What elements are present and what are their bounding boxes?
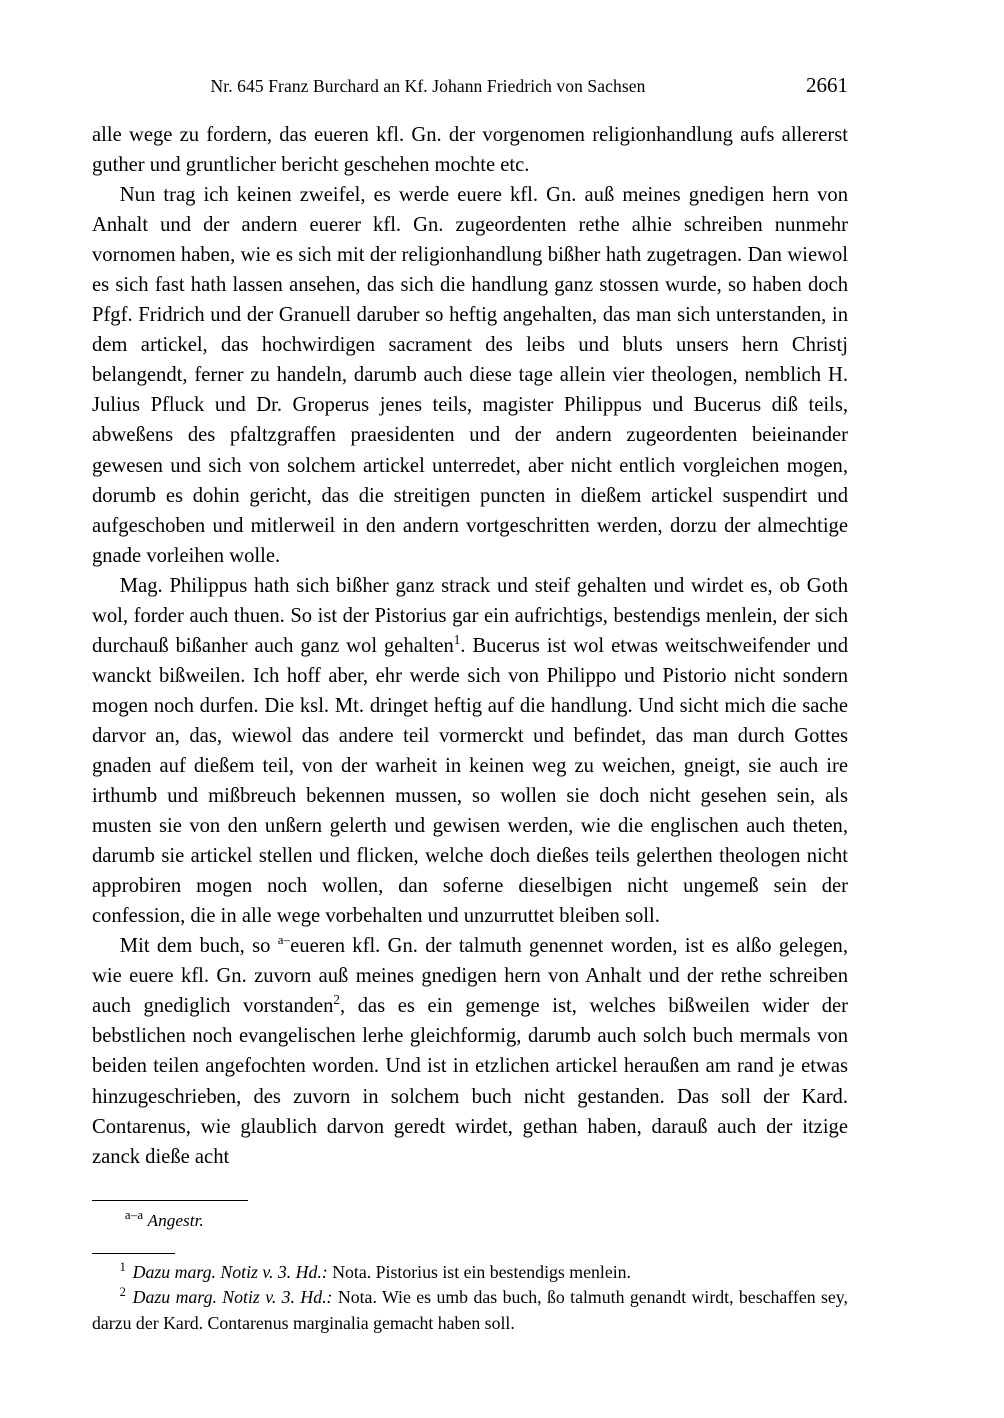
body-text <box>92 120 848 1172</box>
body-paragraph: Mit dem buch, so $^{a-}$eueren kfl. Gn. der talmuth genennet worden, ist es alßo gelegen, wie euere kfl. Gn. zuvorn auß meines gnedigen hern von Anhalt und der rethe schreiben auch gnediglich vorstanden$^2$, das es ein gemenge ist, welches bißweilen wider der bebstlichen noch evangelischen lerhe gleichformig, darumb auch solch buch mermals von beiden teilen angefochten worden. Und ist in etzlichen artickel heraußen am rand je etwas hinzugeschrieben, des zuvorn in solchem buch nicht gestanden. Das soll der Kard. Contarenus, wie glaublich darvon geredt wirdet, gethan haben, darauß auch der itzige zanck dieße acht <box>92 933 849 1168</box>
footnote-text: Nota. Pistorius ist ein bestendigs menlein. <box>327 1261 631 1282</box>
footnote-reference[interactable]: 2 <box>333 992 340 1008</box>
notes-list <box>92 1260 848 1337</box>
footnote-source: Dazu marg. Notiz v. 3. Hd.: <box>132 1261 328 1282</box>
body-paragraph: Nun trag ich keinen zweifel, es werde euere kfl. Gn. auß meines gnedigen hern von Anhalt und der andern euerer kfl. Gn. zugeordenten rethe alhie schreiben nunmehr vornomen haben, wie es sich mit der religionhandlung bißher hath zugetragen. Dan wiewol es sich fast hath lassen ansehen, das sich die handlung ganz stossen wurde, so haben doch Pfgf. Fridrich und der Granuell daruber so heftig angehalten, das man sich unterstanden, in dem artickel, das hochwirdigen sacrament des leibs und bluts unsers hern Christj belangendt, ferner zu handeln, darumb auch diese tage allein vier theologen, nemblich H. Julius Pfluck und Dr. Groperus jenes teils, magister Philippus und Bucerus diß teils, abweßens des pfaltzgraffen praesidenten und der andern zugeordenten beieinander gewesen und sich von solchem artickel unterredet, aber nicht entlich vorgleichen mogen, dorumb es dohin gericht, das die streitigen puncten in dießem artickel suspendirt und aufgeschoben und mitlerweil in den andern vortgeschritten werden, dorzu der almechtige gnade vorleihen wolle. <box>92 184 848 567</box>
variant-sigla: a–a <box>124 1207 144 1222</box>
body-paragraph: Mag. Philippus hath sich bißher ganz strack und steif gehalten und wirdet es, ob Goth wol, forder auch thuen. So ist der Pistorius gar ein aufrichtigs, bestendigs menlein, der sich durchauß bißanher auch ganz wol gehalten$^1$. Bucerus ist wol etwas weitschweifender und wanckt bißweilen. Ich hoff aber, ehr werde sich von Philippo und Pistorio nicht sondern mogen noch durfen. Die ksl. Mt. dringet heftig auf die handlung. Und sicht mich die sache darvor an, das, wiewol das andere teil vormerckt und befindet, das man durch Gottes gnaden auf dießem teil, von der warheit in keinen weg zu weichen, gneigt, sie auch ire irthumb und mißbreuch bekennen mussen, so wollen sie doch nicht gesehen sein, als musten sie von den unßern gelerth und gewisen werden, wie die englischen auch theten, darumb sie artickel stellen und flicken, welche doch dießes teils gelerthen theologen nicht approbiren mogen noch wollen, dan soferne dieselbigen nicht ungemeß sein der confession, die in alle wege vorbehalten und unzurruttet bleiben soll. <box>92 574 848 928</box>
footnote-source: Dazu marg. Notiz v. 3. Hd.: <box>132 1287 333 1308</box>
variants-rule <box>92 1200 248 1201</box>
apparatus-variants <box>92 1200 848 1233</box>
notes-rule <box>92 1253 175 1254</box>
variant-entry <box>92 1208 848 1233</box>
body-paragraph: alle wege zu fordern, das eueren kfl. Gn. der vorgenomen religionhandlung aufs allererst guther und gruntlicher bericht geschehen mochte etc. <box>92 124 848 177</box>
footnote-number: 2 <box>119 1285 126 1300</box>
running-head <box>92 73 848 120</box>
footnote-entry <box>92 1285 848 1336</box>
footnote-number: 1 <box>119 1259 126 1274</box>
footnote-text: Nota. Wie es umb das buch, ßo talmuth genandt wirdt, beschaffen sey, darzu der Kard. Contarenus marginalia gemacht haben soll. <box>92 1287 848 1333</box>
page-content <box>92 0 848 1336</box>
footnote-entry <box>92 1260 848 1286</box>
running-head-title: Nr. 645 Franz Burchard an Kf. Johann Friedrich von Sachsen <box>210 76 646 96</box>
page-number: 2661 <box>806 73 848 97</box>
variants-list <box>92 1208 848 1233</box>
variant-sigla-reference[interactable]: a– <box>277 933 291 948</box>
footnote-reference[interactable]: 1 <box>453 631 461 647</box>
apparatus-notes <box>92 1253 848 1337</box>
variant-text: Angestr. <box>147 1210 204 1230</box>
